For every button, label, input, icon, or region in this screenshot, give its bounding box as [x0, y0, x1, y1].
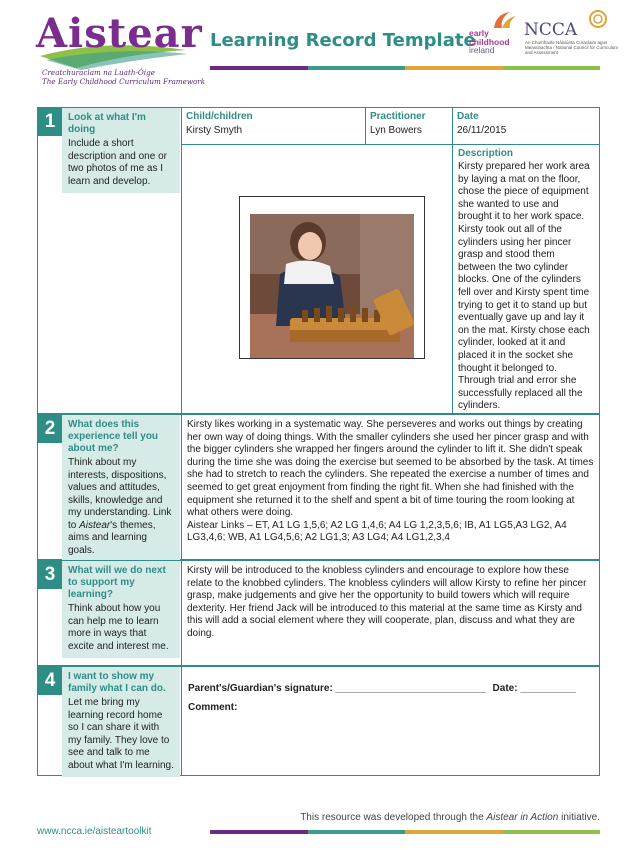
- signature-label: Parent's/Guardian's signature:: [188, 683, 333, 694]
- photo-frame: [239, 196, 425, 359]
- section-number: 4: [38, 667, 62, 695]
- header-stripe-divider: [210, 66, 600, 70]
- eci-line-1: early: [469, 28, 489, 38]
- eci-line-2: childhood: [469, 36, 510, 47]
- child-photo: [250, 214, 414, 358]
- section-number: 2: [38, 415, 62, 443]
- footer-stripe-divider: [210, 830, 600, 834]
- section-content[interactable]: [181, 561, 599, 665]
- section-prompt: [62, 108, 180, 413]
- early-childhood-ireland-logo: [466, 10, 526, 56]
- prompt-body: Let me bring my learning record home so I can share it with my family. They love to see and talk to me about what I'm learning.: [68, 697, 174, 771]
- description-label: Description: [458, 148, 514, 159]
- ncca-tagline: An Chomhairle Náisiúnta Curaclaim agus Measúnachta / National Council for Curriculum and Assessment: [525, 40, 619, 55]
- section-show-my-family: [37, 666, 600, 776]
- eci-line-3: ireland: [469, 45, 495, 55]
- prompt-body: Include a short description and one or two photos of me as I learn and develop.: [68, 138, 167, 187]
- footer-credit-part-2: initiative.: [558, 812, 600, 823]
- footer-url-link[interactable]: www.ncca.ie/aisteartoolkit: [37, 826, 152, 837]
- section-number: 1: [38, 108, 62, 136]
- practitioner-field: [365, 108, 452, 144]
- prompt-heading: Look at what I'm doing: [68, 112, 146, 135]
- section-what-does-this-tell-you: [37, 414, 600, 560]
- prompt-body-part-1: Think about my interests, dispositions, values and attitudes, skills, knowledge and my understanding. Link to: [68, 457, 172, 531]
- signature-input[interactable]: ___________________________: [335, 683, 486, 694]
- logo-sub-english: The Early Childhood Curriculum Framework: [42, 77, 206, 86]
- prompt-body-part-2: 's themes, aims and learning goals.: [68, 519, 156, 556]
- child-label: Child/children: [186, 111, 253, 122]
- section-prompt: [62, 667, 180, 775]
- date-field: [452, 108, 599, 144]
- aistear-logo: [36, 10, 206, 92]
- section-content: [181, 667, 599, 775]
- section-number: 3: [38, 561, 62, 589]
- logo-sub-irish: Creatchuraclam na Luath-Óige: [42, 68, 155, 77]
- child-field: [182, 108, 365, 144]
- experience-text: Kirsty likes working in a systematic way. She perseveres and works out things by creating her own way of doing things. With the smaller cylinders she used her pincer grasp and with the bigger cylinders she wrapped her fingers around the cylinder to lift it. She didn't speak during the time she was doing the exercise but seemed to be absorbed by the task. At times she had to stretch to reach the cylinders. She repeated the exercise a number of times and seemed to get great enjoyment from finding the right fit. When she had finished with the equipment she returned it to the shelf and spent a bit of time touring the room looking at what others were doing.: [187, 419, 594, 519]
- signature-row: [188, 683, 593, 694]
- child-with-cylinders-photo-icon: [250, 214, 414, 358]
- footer-credit-initiative: Aistear in Action: [486, 812, 559, 823]
- date-value[interactable]: 26/11/2015: [457, 125, 507, 136]
- section-prompt: [62, 561, 180, 665]
- photo-area: [182, 144, 452, 413]
- footer-credit-part-1: This resource was developed through the: [300, 812, 487, 823]
- parent-date-label: Date:: [492, 683, 518, 694]
- comment-input[interactable]: [188, 725, 593, 765]
- logo-word: Aistear: [36, 10, 203, 57]
- prompt-body: [68, 457, 175, 557]
- prompt-body-aistear: Aistear: [79, 519, 111, 531]
- parent-date-input[interactable]: __________: [520, 683, 576, 694]
- ncca-swirl-icon: [584, 8, 614, 30]
- practitioner-value[interactable]: Lyn Bowers: [370, 125, 422, 136]
- comment-label: Comment:: [188, 702, 238, 713]
- ncca-logo: [522, 8, 626, 58]
- section-content: [181, 108, 599, 413]
- prompt-heading: I want to show my family what I can do.: [68, 671, 166, 694]
- child-value[interactable]: Kirsty Smyth: [186, 125, 243, 136]
- prompt-body: Think about how you can help me to learn more in ways that excite and interest me.: [68, 603, 169, 652]
- page-title: Learning Record Template: [210, 30, 476, 51]
- eci-flame-icon: [480, 10, 520, 30]
- next-steps-text: Kirsty will be introduced to the knobless cylinders and encourage to explore how these relate to the knobbed cylinders. The knobless cylinders will allow Kirsty to refine her pincer grasp, make judgements and give her the opportunity to build towers which will require dexterity. Her friend Jack will be introduced to this material at the same time as Kirsty and this will add a social element where they will cooperate, plan, discuss and what they are doing.: [187, 565, 587, 639]
- description-text[interactable]: Kirsty prepared her work area by laying a mat on the floor, chose the piece of equipment she wanted to use and brought it to her work space. Kirsty took out all of the cylinders using her pincer grasp and stood them between the two cylinder blocks. One of the cylinders fell over and Kirsty spent time trying to get it to stand up but eventually gave up and lay it on the mat. Kirsty chose each cylinder, looked at it and placed it in the socket she thought it belonged to. Through trial and error she successfully replaced all the cylinders.: [458, 161, 590, 412]
- section-prompt: [62, 415, 180, 559]
- prompt-heading: What will we do next to support my learning?: [68, 565, 166, 600]
- footer-credit: [300, 812, 600, 823]
- description-field: [452, 144, 599, 413]
- aistear-links-text: Aistear Links – ET, A1 LG 1,5,6; A2 LG 1,4,6; A4 LG 1,2,3,5,6; IB, A1 LG5,A3 LG2, A4 LG3,4,6; WB, A1 LG4,5,6; A2 LG1,3; A3 LG4; A4 LG1,2,3,4: [187, 519, 567, 544]
- record-details-header: [182, 108, 599, 145]
- section-what-will-we-do-next: [37, 560, 600, 666]
- section-content[interactable]: [181, 415, 599, 559]
- ncca-word: NCCA: [524, 20, 578, 40]
- date-label: Date: [457, 111, 479, 122]
- section-look-at-what-im-doing: [37, 107, 600, 414]
- practitioner-label: Practitioner: [370, 111, 426, 122]
- prompt-heading: What does this experience tell you about me?: [68, 419, 159, 454]
